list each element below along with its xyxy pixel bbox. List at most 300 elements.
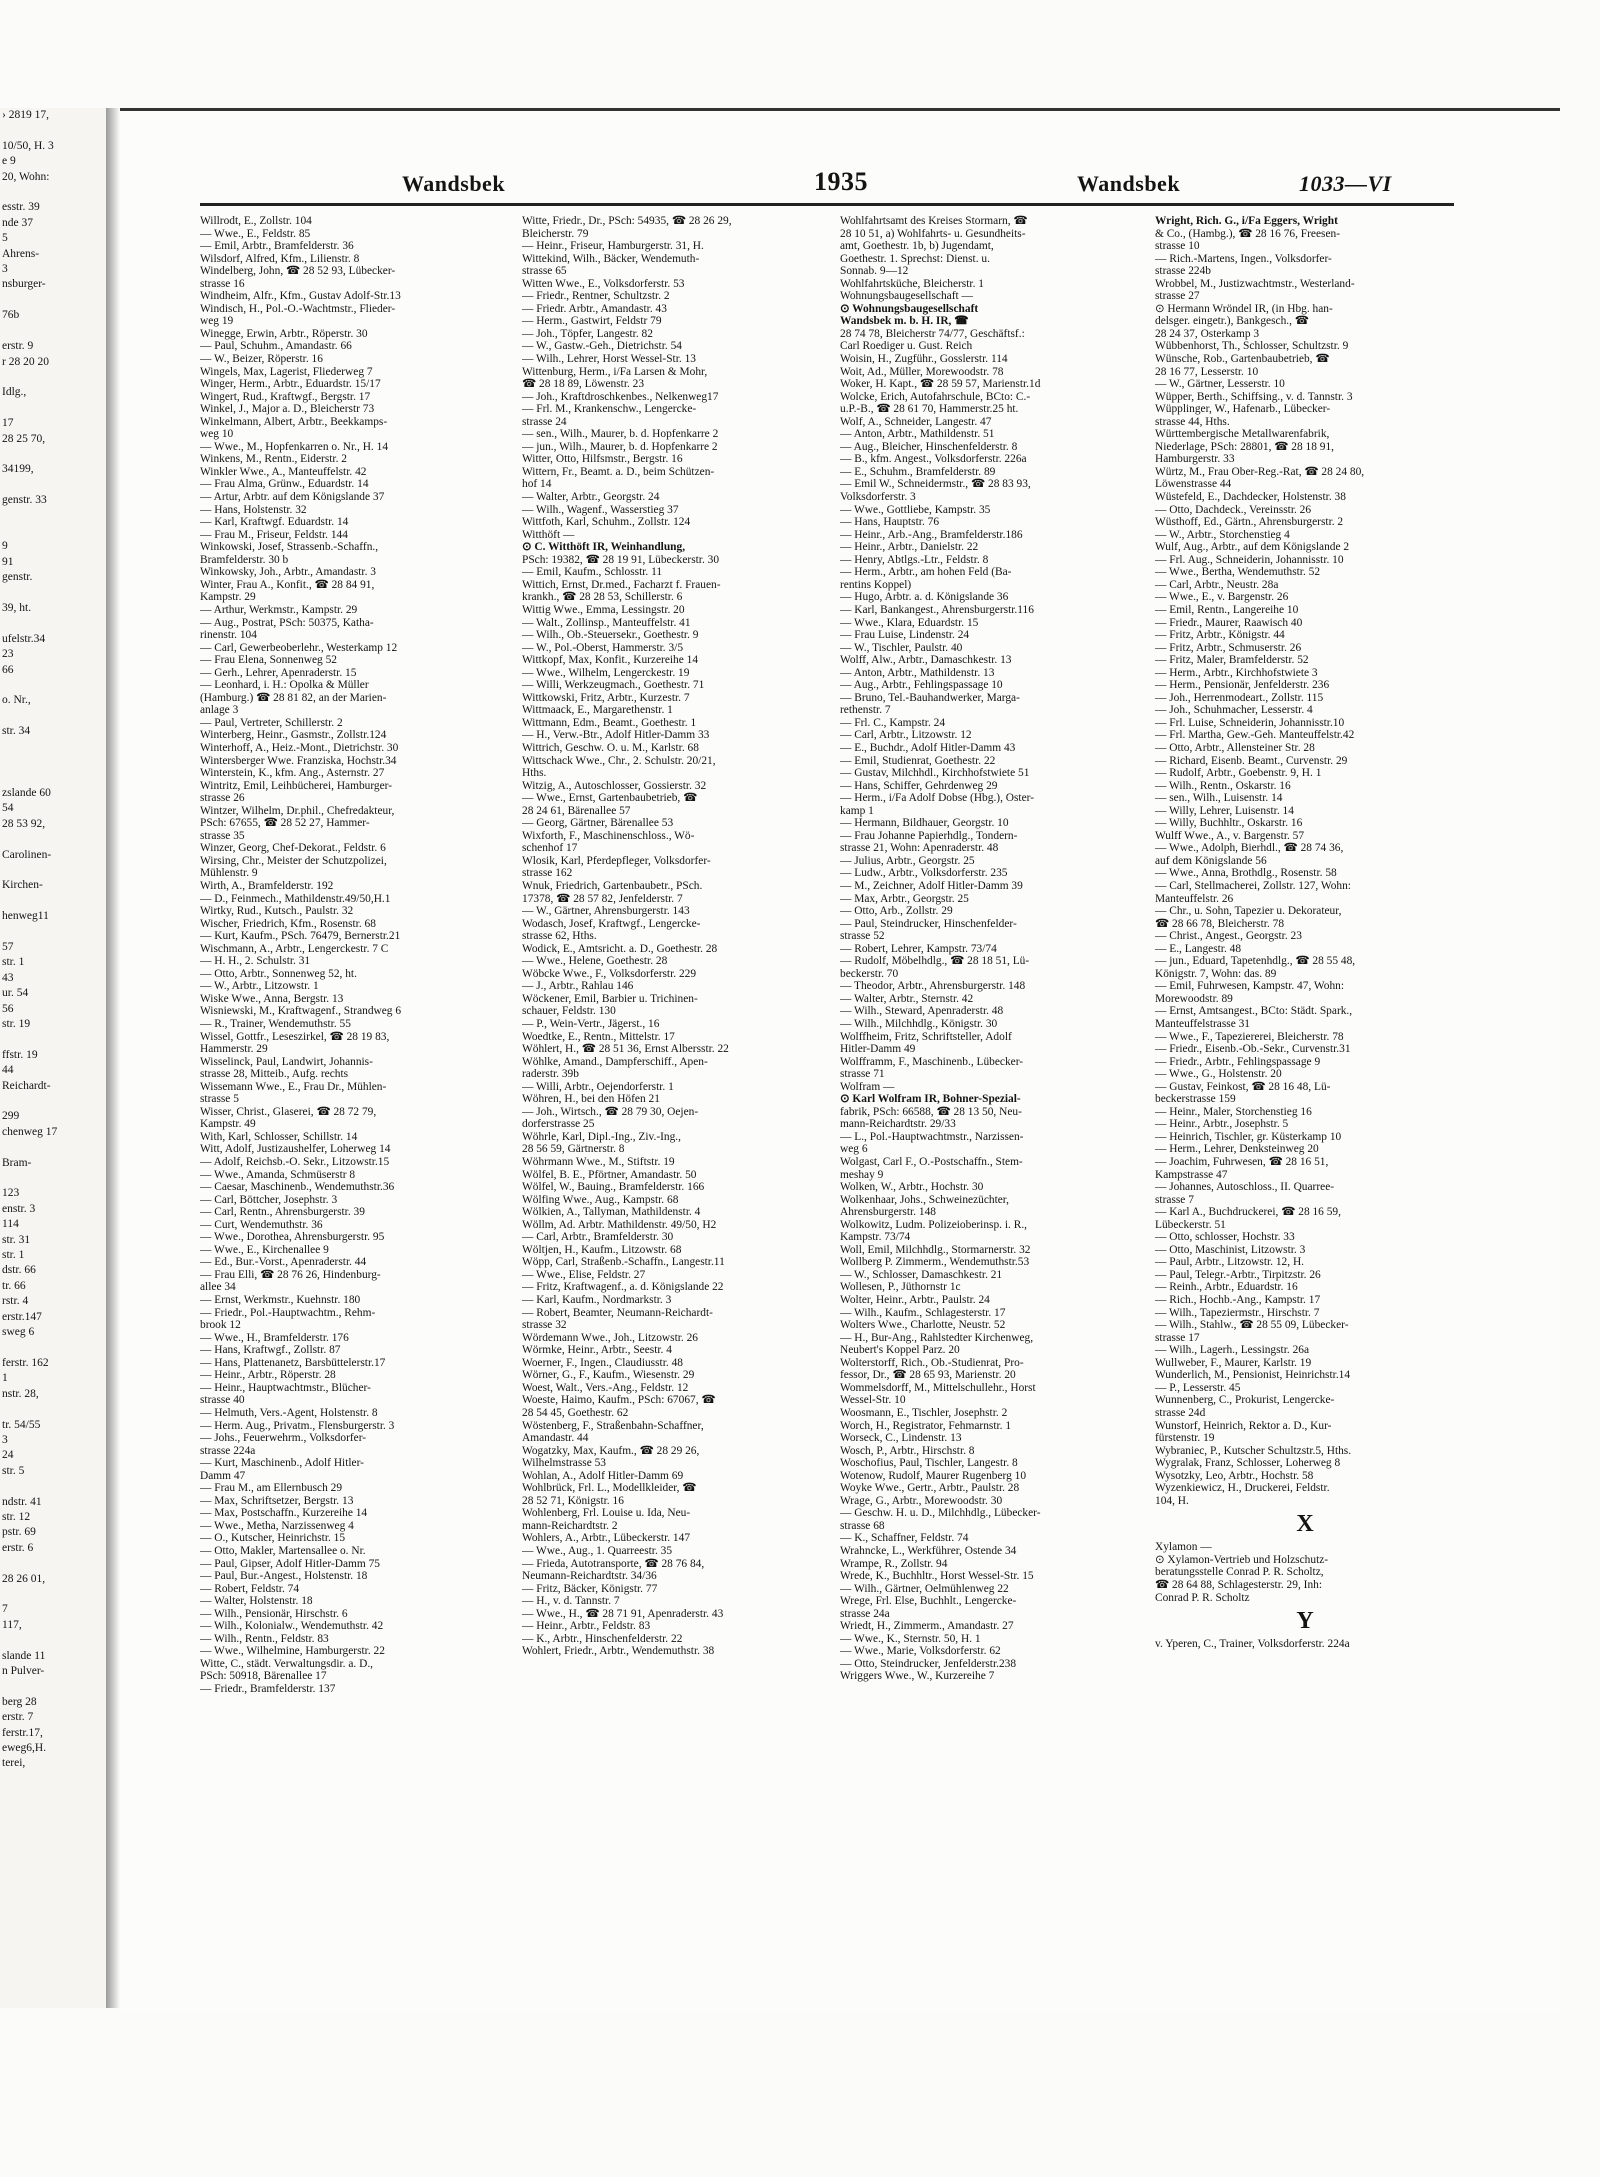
left-page-text: berg 28 — [2, 1695, 37, 1708]
directory-entry: weg 6 — [840, 1143, 868, 1156]
directory-entry: — Herm., Arbtr., Kirchhofstwiete 3 — [1155, 666, 1318, 679]
directory-entry: Wüpper, Berth., Schiffsing., v. d. Tannstr. 3 — [1155, 390, 1353, 403]
directory-entry: — Otto, Arb., Zollstr. 29 — [840, 905, 953, 918]
directory-entry: — Wwe., Klara, Eduardstr. 15 — [840, 616, 979, 629]
directory-entry: Wisniewski, M., Kraftwagenf., Strandweg 6 — [200, 1005, 402, 1018]
directory-column-2 — [522, 215, 810, 1658]
directory-entry: — Joh., Wirtsch., ☎ 28 79 30, Oejen- — [522, 1105, 699, 1118]
directory-entry: — J., Arbtr., Rahlau 146 — [522, 980, 634, 993]
left-page-text: ferstr. 162 — [2, 1356, 49, 1369]
directory-entry: — Wilh., Steward, Apenraderstr. 48 — [840, 1005, 1004, 1018]
directory-entry: — Wilh., Ob.-Steuersekr., Goethestr. 9 — [522, 629, 699, 642]
directory-entry: Löwenstrasse 44 — [1155, 478, 1232, 491]
directory-entry: Wüpplinger, W., Hafenarb., Lübecker- — [1155, 403, 1331, 416]
directory-entry: — Wwe., H., ☎ 28 71 91, Apenraderstr. 43 — [522, 1607, 724, 1620]
directory-entry: Wölfel, B. E., Pförtner, Amandastr. 50 — [522, 1168, 697, 1181]
directory-entry: — Carl, Arbtr., Bramfelderstr. 30 — [522, 1231, 674, 1244]
directory-entry: Woedtke, E., Rentn., Mittelstr. 17 — [522, 1030, 675, 1043]
directory-entry: Woll, Emil, Milchhdlg., Stormarnerstr. 32 — [840, 1243, 1031, 1256]
directory-entry: beckerstr. 70 — [840, 967, 899, 980]
left-page-text: erstr. 6 — [2, 1541, 34, 1554]
directory-entry: — Leonhard, i. H.: Opolka & Müller — [200, 679, 369, 692]
directory-entry: — Hermann, Bildhauer, Georgstr. 10 — [840, 817, 1009, 830]
directory-column-1 — [200, 215, 488, 1696]
directory-entry: strasse 40 — [200, 1394, 245, 1407]
directory-entry: Wilhelmstrasse 53 — [522, 1457, 607, 1470]
directory-entry: — Carl, Rentn., Ahrensburgerstr. 39 — [200, 1206, 365, 1219]
directory-entry: — Georg, Gärtner, Bärenallee 53 — [522, 817, 674, 830]
directory-entry: — Wwe., Aug., 1. Quarreestr. 35 — [522, 1544, 673, 1557]
left-page-text: tr. 54/55 — [2, 1418, 41, 1431]
directory-entry: Witzig, A., Autoschlosser, Gossierstr. 32 — [522, 779, 707, 792]
directory-entry: u.P.-B., ☎ 28 61 70, Hammerstr.25 ht. — [840, 403, 1019, 416]
left-page-text: 39, ht. — [2, 602, 32, 614]
section-letter: X — [1296, 1511, 1314, 1538]
directory-entry: — Chr., u. Sohn, Tapezier u. Dekorateur, — [1155, 905, 1342, 918]
directory-entry: Wittmann, Edm., Beamt., Goethestr. 1 — [522, 716, 697, 729]
left-page-text: 44 — [2, 1064, 14, 1077]
directory-entry: — Paul, Steindrucker, Hinschenfelder- — [840, 917, 1017, 930]
directory-entry: Witten Wwe., E., Volksdorferstr. 53 — [522, 277, 685, 290]
left-page-text — [0, 324, 106, 339]
directory-entry: Witte, Friedr., Dr., PSch: 54935, ☎ 28 26 29, — [522, 215, 732, 227]
directory-entry: — Wilh., Wagenf., Wasserstieg 37 — [522, 503, 679, 516]
page-header — [202, 167, 1456, 201]
directory-column-3 — [840, 215, 1128, 1683]
directory-entry: — Max, Postschaffn., Kurzereihe 14 — [200, 1507, 368, 1520]
directory-entry: Woschofius, Paul, Tischler, Langestr. 8 — [840, 1457, 1018, 1470]
left-page-text — [0, 370, 106, 385]
directory-entry: Wöpp, Carl, Straßenb.-Schaffn., Langestr.11 — [522, 1256, 725, 1269]
directory-entry: Woeste, Haimo, Kaufm., PSch: 67067, ☎ — [522, 1394, 716, 1407]
directory-entry: Winegge, Erwin, Arbtr., Röperstr. 30 — [200, 327, 368, 340]
directory-entry: — H., Bur-Ang., Rahlstedter Kirchenweg, — [840, 1331, 1034, 1344]
left-page-text: 10/50, H. 3 — [2, 139, 54, 152]
directory-entry: — Wwe., Elise, Feldstr. 27 — [522, 1268, 646, 1281]
left-page-text: Carolinen- — [2, 848, 52, 861]
directory-entry: Windisch, H., Pol.-O.-Wachtmstr., Flieder- — [200, 302, 396, 315]
directory-entry: PSch: 19382, ☎ 28 19 91, Lübeckerstr. 30 — [522, 553, 720, 566]
directory-entry: — L., Pol.-Hauptwachtmstr., Narzissen- — [840, 1130, 1024, 1143]
directory-entry: Wosch, P., Arbtr., Hirschstr. 8 — [840, 1444, 975, 1457]
directory-entry: — Wwe., Amanda, Schmüserstr 8 — [200, 1168, 356, 1181]
left-page-text — [0, 447, 106, 462]
directory-entry: — Heinr., Arb.-Ang., Bramfelderstr.186 — [840, 528, 1023, 541]
left-page-text: nsburger- — [2, 278, 46, 291]
left-page-text: esstr. 39 — [2, 201, 40, 214]
directory-entry: — E., Langestr. 48 — [1155, 942, 1242, 955]
directory-entry: strasse 5 — [200, 1093, 239, 1106]
directory-entry: Woker, H. Kapt., ☎ 28 59 57, Marienstr.1d — [840, 378, 1041, 391]
directory-entry: — Max, Arbtr., Georgstr. 25 — [840, 892, 969, 905]
directory-entry: Wogatzky, Max, Kaufm., ☎ 28 29 26, — [522, 1444, 700, 1457]
directory-entry: — Hans, Hauptstr. 76 — [840, 516, 940, 529]
directory-entry: — M., Zeichner, Adolf Hitler-Damm 39 — [840, 879, 1023, 892]
directory-entry: — R., Trainer, Wendemuthstr. 55 — [200, 1018, 351, 1030]
left-page-text: terei, — [2, 1757, 26, 1770]
directory-entry: Wixforth, F., Maschinenschloss., Wö- — [522, 829, 695, 842]
directory-entry: Lübeckerstr. 51 — [1155, 1218, 1226, 1231]
left-page-text: rstr. 4 — [2, 1295, 29, 1308]
left-page-text: 7 — [2, 1603, 8, 1616]
left-page-text — [0, 1587, 106, 1602]
directory-entry: strasse 24a — [840, 1607, 890, 1620]
directory-entry: 28 56 59, Gärtnerstr. 8 — [522, 1143, 625, 1156]
directory-entry: strasse 24 — [522, 415, 567, 428]
directory-entry: — Ludw., Arbtr., Volksdorferstr. 235 — [840, 867, 1008, 880]
directory-entry: Wnuk, Friedrich, Gartenbaubetr., PSch. — [522, 879, 703, 892]
directory-entry: — Wwe., Metha, Narzissenweg 4 — [200, 1519, 354, 1532]
directory-entry: — Otto, Maschinist, Litzowstr. 3 — [1155, 1243, 1306, 1256]
directory-entry: Willrodt, E., Zollstr. 104 — [200, 215, 312, 227]
directory-entry: — Julius, Arbtr., Georgstr. 25 — [840, 854, 975, 867]
directory-entry: ☎ 28 66 78, Bleicherstr. 78 — [1155, 917, 1285, 930]
directory-entry: 104, H. — [1155, 1494, 1189, 1507]
left-page-text: erstr. 9 — [2, 340, 34, 353]
directory-entry: — Wwe., Ernst, Gartenbaubetrieb, ☎ — [522, 792, 698, 805]
directory-entry: — Aug., Postrat, PSch: 50375, Katha- — [200, 616, 374, 629]
directory-entry: Wrobbel, M., Justizwachtmstr., Westerland- — [1155, 277, 1355, 290]
directory-entry: 28 52 71, Königstr. 16 — [522, 1494, 624, 1507]
directory-entry: — Johs., Feuerwehrm., Volksdorfer- — [200, 1432, 367, 1445]
directory-entry: Woyke Wwe., Gertr., Arbtr., Paulstr. 28 — [840, 1482, 1020, 1495]
directory-entry: Wolken, W., Arbtr., Hochstr. 30 — [840, 1181, 984, 1194]
directory-entry: Wittmaack, E., Margarethenstr. 1 — [522, 704, 673, 717]
directory-entry: — E., Schuhm., Bramfelderstr. 89 — [840, 465, 996, 478]
directory-entry: Wöhrmann Wwe., M., Stiftstr. 19 — [522, 1156, 675, 1169]
directory-entry: — Wwe., Dorothea, Ahrensburgerstr. 95 — [200, 1231, 385, 1244]
directory-entry: — Walter, Arbtr., Sternstr. 42 — [840, 992, 974, 1005]
directory-entry: Wullweber, F., Maurer, Karlstr. 19 — [1155, 1356, 1312, 1369]
left-page-text — [0, 755, 106, 770]
left-page-text: str. 1 — [2, 956, 25, 969]
directory-entry: Wölfing Wwe., Aug., Kampstr. 68 — [522, 1193, 679, 1206]
directory-entry: ⊙ Hermann Wröndel IR, (in Hbg. han- — [1155, 302, 1333, 315]
directory-entry: Winkowski, Josef, Strassenb.-Schaffn., — [200, 541, 379, 554]
directory-entry: PSch: 50918, Bärenallee 17 — [200, 1670, 327, 1683]
header-rule — [200, 203, 1454, 206]
directory-entry: — Wwe., M., Hopfenkarren o. Nr., H. 14 — [200, 440, 389, 453]
directory-entry: — Herm., Arbtr., am hohen Feld (Ba- — [840, 566, 1012, 579]
directory-entry: — Paul, Arbtr., Litzowstr. 12, H. — [1155, 1256, 1305, 1269]
directory-entry: Wohlers, A., Arbtr., Lübeckerstr. 147 — [522, 1532, 691, 1545]
directory-entry: — Otto, Arbtr., Sonnenweg 52, ht. — [200, 967, 357, 980]
left-page-text: tr. 66 — [2, 1279, 26, 1292]
left-page-text: str. 5 — [2, 1464, 25, 1477]
directory-entry: Wübbenhorst, Th., Schlosser, Schultzstr. 9 — [1155, 340, 1349, 353]
directory-entry: — Carl, Arbtr., Neustr. 28a — [1155, 578, 1279, 591]
directory-entry: 28 24 37, Osterkamp 3 — [1155, 327, 1260, 340]
directory-entry: — Fritz, Kraftwagenf., a. d. Königslande 22 — [522, 1281, 724, 1294]
directory-entry: Wolkowitz, Ludm. Polizeioberinsp. i. R., — [840, 1218, 1028, 1231]
directory-entry: Wommelsdorff, M., Mittelschullehr., Horst — [840, 1381, 1036, 1394]
directory-entry: — Wilh., Pensionär, Hirschstr. 6 — [200, 1607, 348, 1620]
directory-entry: — Hans, Kraftwgf., Zollstr. 87 — [200, 1344, 341, 1357]
directory-entry: — Hans, Plattenanetz, Barsbüttelerstr.17 — [200, 1356, 386, 1369]
directory-entry: — W., Tischler, Paulstr. 40 — [840, 641, 963, 654]
directory-entry: — Herm. Aug., Privatm., Flensburgerstr. 3 — [200, 1419, 395, 1432]
directory-entry: fürstenstr. 19 — [1155, 1432, 1215, 1445]
directory-entry: Wölkien, A., Tallyman, Mathildenstr. 4 — [522, 1206, 701, 1219]
left-page-text — [0, 401, 106, 416]
directory-entry: Wolter, Heinr., Arbtr., Paulstr. 24 — [840, 1294, 990, 1307]
left-page-text — [0, 894, 106, 909]
directory-entry: Wohlert, Friedr., Arbtr., Wendemuthstr. 38 — [522, 1645, 715, 1658]
left-page-text — [0, 524, 106, 539]
directory-entry: Morewoodstr. 89 — [1155, 992, 1233, 1005]
directory-entry: kamp 1 — [840, 804, 874, 817]
directory-entry: Wulf, Aug., Arbtr., auf dem Königslande 2 — [1155, 541, 1350, 554]
left-page-text — [0, 293, 106, 308]
directory-entry: — Carl, Stellmacherei, Zollstr. 127, Wohn: — [1155, 879, 1351, 892]
directory-entry: hof 14 — [522, 478, 552, 491]
directory-entry: — Fritz, Bäcker, Königstr. 77 — [522, 1582, 658, 1595]
directory-entry: — Friedr., Pol.-Hauptwachtm., Rehm- — [200, 1306, 376, 1319]
directory-entry: ☎ 28 64 88, Schlagesterstr. 29, Inh: — [1155, 1578, 1322, 1591]
directory-entry: — Wilh., Kaufm., Schlagesterstr. 17 — [840, 1306, 1006, 1319]
directory-entry: 28 54 45, Goethestr. 62 — [522, 1406, 629, 1419]
left-page-text: n Pulver- — [2, 1665, 45, 1678]
directory-entry: Woosmann, E., Tischler, Josephstr. 2 — [840, 1406, 1008, 1419]
directory-entry: — Otto, Steindrucker, Jenfelderstr.238 — [840, 1657, 1017, 1670]
directory-entry: — Wwe., G., Holstenstr. 20 — [1155, 1068, 1282, 1081]
directory-entry: — Herm., Lehrer, Denksteinweg 20 — [1155, 1143, 1319, 1156]
directory-entry: Wrege, Frl. Else, Buchhlt., Lengercke- — [840, 1595, 1017, 1608]
left-page-text — [0, 478, 106, 493]
directory-entry: — Anton, Arbtr., Mathildenstr. 51 — [840, 428, 995, 441]
left-page-text: 28 25 70, — [2, 432, 46, 445]
directory-entry: Conrad P. R. Scholtz — [1155, 1591, 1250, 1604]
directory-entry: — sen., Wilh., Luisenstr. 14 — [1155, 792, 1283, 805]
directory-entry: — Otto, Dachdeck., Vereinsstr. 26 — [1155, 503, 1312, 516]
directory-entry: — Frau Elli, ☎ 28 76 26, Hindenburg- — [200, 1268, 381, 1281]
directory-entry: Winkens, M., Rentn., Eiderstr. 2 — [200, 453, 347, 466]
directory-entry: 28 10 51, a) Wohlfahrts- u. Gesundheits- — [840, 227, 1026, 240]
directory-entry: Windheim, Alfr., Kfm., Gustav Adolf-Str.13 — [200, 290, 401, 303]
directory-entry: — Frau Alma, Grünw., Eduardstr. 14 — [200, 478, 369, 491]
directory-entry: anlage 3 — [200, 704, 239, 717]
directory-entry: — Gustav, Feinkost, ☎ 28 16 48, Lü- — [1155, 1080, 1331, 1093]
left-page-text: genstr. — [2, 571, 33, 584]
directory-entry: — Wilh., Milchhdlg., Königstr. 30 — [840, 1018, 998, 1030]
directory-entry: Wolf, A., Schneider, Langestr. 47 — [840, 415, 992, 428]
directory-entry: Woerner, F., Ingen., Claudiusstr. 48 — [522, 1356, 683, 1369]
directory-entry: Wintzer, Wilhelm, Dr.phil., Chefredakteur, — [200, 804, 395, 817]
directory-entry: Wolterstorff, Rich., Ob.-Studienrat, Pro- — [840, 1356, 1024, 1369]
directory-entry: — Carl, Gewerbeoberlehr., Westerkamp 12 — [200, 641, 398, 654]
directory-entry: Wandsbek m. b. H. IR, ☎ — [840, 315, 969, 328]
directory-entry: — D., Feinmech., Mathildenstr.49/50,H.1 — [200, 892, 391, 905]
directory-entry: — Frl. Martha, Gew.-Geh. Manteuffelstr.42 — [1155, 729, 1355, 742]
directory-entry: — Emil W., Schneidermstr., ☎ 28 83 93, — [840, 478, 1031, 491]
directory-entry: Wischmann, A., Arbtr., Lengerckestr. 7 C — [200, 942, 389, 955]
directory-entry: auf dem Königslande 56 — [1155, 854, 1267, 867]
directory-entry: — W., Schlosser, Damaschkestr. 21 — [840, 1268, 1003, 1281]
left-page-text: 123 — [2, 1187, 20, 1200]
directory-entry: — Robert, Beamter, Neumann-Reichardt- — [522, 1306, 713, 1319]
directory-entry: Wittschack Wwe., Chr., 2. Schulstr. 20/21, — [522, 754, 716, 767]
directory-entry: — Paul, Telegr.-Arbtr., Tirpitzstr. 26 — [1155, 1268, 1321, 1281]
directory-entry: Wybraniec, P., Kutscher Schultzstr.5, Hths. — [1155, 1444, 1352, 1457]
directory-entry: — H., v. d. Tannstr. 7 — [522, 1595, 620, 1608]
directory-entry: — Wwe., Gottliebe, Kampstr. 35 — [840, 503, 991, 516]
left-page-text: ferstr.17, — [2, 1726, 43, 1739]
directory-entry: — P., Lesserstr. 45 — [1155, 1381, 1241, 1394]
directory-entry: — Wwe., Wilhelmine, Hamburgerstr. 22 — [200, 1645, 385, 1658]
left-page-text: r 28 20 20 — [2, 355, 49, 368]
directory-entry: — Wilh., Gärtner, Oelmühlenweg 22 — [840, 1582, 1009, 1595]
directory-entry: — Emil, Rentn., Langereihe 10 — [1155, 603, 1299, 616]
directory-entry: — Joh., Schuhmacher, Lesserstr. 4 — [1155, 704, 1313, 717]
directory-entry: — W., Arbtr., Litzowstr. 1 — [200, 980, 319, 993]
directory-entry: strasse 68 — [840, 1519, 885, 1532]
directory-entry: — Frau M., Friseur, Feldstr. 144 — [200, 528, 348, 541]
directory-entry: — Heinr., Arbtr., Feldstr. 83 — [522, 1620, 651, 1633]
left-page-text — [0, 1633, 106, 1648]
left-page-text: e 9 — [2, 155, 16, 168]
directory-entry: — Otto, schlosser, Hochstr. 33 — [1155, 1231, 1295, 1244]
directory-entry: — Emil, Fuhrwesen, Kampstr. 47, Wohn: — [1155, 980, 1345, 993]
directory-entry: strasse 16 — [200, 277, 245, 290]
directory-entry: Wintritz, Emil, Leihbücherei, Hamburger- — [200, 779, 393, 792]
directory-entry: — Wwe., Marie, Volksdorferstr. 62 — [840, 1645, 1001, 1658]
directory-entry: Winkel, J., Major a. D., Bleicherstr 73 — [200, 403, 375, 416]
directory-entry: — Wilh., Tapeziermstr., Hirschstr. 7 — [1155, 1306, 1320, 1319]
directory-entry: Wiske Wwe., Anna, Bergstr. 13 — [200, 992, 344, 1005]
directory-entry: — Fritz, Arbtr., Schmuserstr. 26 — [1155, 641, 1302, 654]
directory-entry: Wohlenberg, Frl. Louise u. Ida, Neu- — [522, 1507, 691, 1520]
directory-entry: — Richard, Eisenb. Beamt., Curvenstr. 29 — [1155, 754, 1348, 767]
directory-entry: — W., Beizer, Röperstr. 16 — [200, 353, 323, 366]
directory-entry: delsger. eingetr.), Bankgesch., ☎ — [1155, 315, 1310, 328]
header-place-left: Wandsbek — [402, 171, 506, 196]
directory-entry: — Ernst, Amtsangest., BCto: Städt. Spark., — [1155, 1005, 1353, 1018]
directory-entry: schenhof 17 — [522, 842, 578, 855]
directory-entry: — Wilh., Kolonialw., Wendemuthstr. 42 — [200, 1620, 384, 1633]
directory-entry: — Wwe., H., Bramfelderstr. 176 — [200, 1331, 349, 1344]
directory-entry: schauer, Feldstr. 130 — [522, 1005, 616, 1018]
directory-entry: Volksdorferstr. 3 — [840, 491, 916, 504]
directory-entry: — E., Buchdr., Adolf Hitler-Damm 43 — [840, 741, 1016, 754]
left-page-text: str. 19 — [2, 1017, 31, 1030]
directory-entry: — Robert, Lehrer, Kampstr. 73/74 — [840, 942, 997, 955]
directory-entry: Wunnenberg, C., Prokurist, Lengercke- — [1155, 1394, 1335, 1407]
directory-entry: Wolff, Alw., Arbtr., Damaschkestr. 13 — [840, 654, 1012, 667]
directory-entry: Wrage, G., Arbtr., Morewoodstr. 30 — [840, 1494, 1003, 1507]
directory-entry: — Walter, Holstenstr. 18 — [200, 1595, 313, 1608]
directory-entry: — Heinr., Arbtr., Danielstr. 22 — [840, 541, 979, 554]
directory-entry: — H. H., 2. Schulstr. 31 — [200, 955, 311, 968]
directory-entry: — Otto, Makler, Martensallee o. Nr. — [200, 1544, 366, 1557]
directory-entry: Damm 47 — [200, 1469, 246, 1482]
directory-entry: — Frl. C., Kampstr. 24 — [840, 716, 946, 729]
left-page-text: str. 12 — [2, 1510, 31, 1523]
book-gutter — [106, 108, 120, 2008]
directory-entry: Wisser, Christ., Glaserei, ☎ 28 72 79, — [200, 1105, 377, 1118]
directory-entry: — Karl, Bankangest., Ahrensburgerstr.116 — [840, 603, 1034, 616]
directory-entry: — Paul, Bur.-Angest., Holstenstr. 18 — [200, 1570, 368, 1583]
directory-entry: Wolfframm, F., Maschinenb., Lübecker- — [840, 1055, 1024, 1068]
directory-entry: Wohnungsbaugesellschaft — — [840, 290, 973, 303]
header-page-number: 1033—VI — [1299, 171, 1392, 196]
left-page-text: o. Nr., — [2, 694, 31, 707]
left-page-text: erstr. 7 — [2, 1711, 34, 1724]
directory-entry: Wriedt, H., Zimmerm., Amandastr. 27 — [840, 1620, 1014, 1633]
directory-entry: Hitler-Damm 49 — [840, 1043, 916, 1056]
left-page-text: eweg6,H. — [2, 1742, 47, 1755]
left-page-text — [0, 770, 106, 785]
left-page-text: 20, Wohn: — [2, 170, 50, 183]
directory-entry: 28 74 78, Bleicherstr 74/77, Geschäftsf.: — [840, 327, 1025, 340]
directory-entry: ⊙ C. Witthöft IR, Weinhandlung, — [522, 541, 686, 554]
directory-entry: Wrede, K., Buchhltr., Horst Wessel-Str. 15 — [840, 1570, 1034, 1583]
left-page-text — [0, 616, 106, 631]
directory-entry: — Emil, Kaufm., Schlosstr. 11 — [522, 566, 663, 579]
directory-entry: strasse 17 — [1155, 1331, 1200, 1344]
directory-entry: — Gustav, Milchhdl., Kirchhofstwiete 51 — [840, 767, 1030, 780]
directory-entry: — Hans, Schiffer, Gehrdenweg 29 — [840, 779, 998, 792]
directory-entry: — Willi, Arbtr., Oejendorferstr. 1 — [522, 1080, 674, 1093]
left-page-text: nde 37 — [2, 216, 33, 229]
directory-entry: — Gerh., Lehrer, Apenraderstr. 15 — [200, 666, 357, 679]
directory-entry: — Paul, Schuhm., Amandastr. 66 — [200, 340, 352, 353]
directory-entry: Wöhren, H., bei den Höfen 21 — [522, 1093, 660, 1106]
directory-entry: PSch: 67655, ☎ 28 52 27, Hammer- — [200, 817, 370, 830]
left-page-text: str. 31 — [2, 1233, 31, 1246]
directory-entry: Wöbcke Wwe., F., Volksdorferstr. 229 — [522, 967, 697, 980]
directory-entry: — Artur, Arbtr. auf dem Königslande 37 — [200, 491, 385, 504]
directory-entry: Wöhlke, Amand., Dampferschiff., Apen- — [522, 1055, 708, 1068]
directory-entry: — Wwe., E., Feldstr. 85 — [200, 227, 311, 240]
directory-entry: Neumann-Reichardtstr. 34/36 — [522, 1570, 657, 1583]
directory-entry: — Fritz, Maler, Bramfelderstr. 52 — [1155, 654, 1309, 667]
directory-entry: Windelberg, John, ☎ 28 52 93, Lübecker- — [200, 265, 396, 278]
directory-entry: Wlosik, Karl, Pferdepfleger, Volksdorfer- — [522, 854, 711, 867]
directory-entry: (Hamburg.) ☎ 28 81 82, an der Marien- — [200, 691, 387, 704]
left-page-text — [0, 123, 106, 138]
directory-entry: — jun., Wilh., Maurer, b. d. Hopfenkarre 2 — [522, 440, 718, 453]
directory-entry: Witte, C., städt. Verwaltungsdir. a. D., — [200, 1657, 374, 1670]
directory-entry: strasse 26 — [200, 792, 245, 805]
directory-entry: — Kurt, Kaufm., PSch. 76479, Bernerstr.21 — [200, 930, 401, 943]
directory-entry: Wittfoth, Karl, Schuhm., Zollstr. 124 — [522, 516, 691, 529]
directory-entry: — Wilh., Rentn., Feldstr. 83 — [200, 1632, 329, 1645]
directory-entry: rethenstr. 7 — [840, 704, 891, 717]
directory-entry: — Otto, Arbtr., Allensteiner Str. 28 — [1155, 741, 1315, 754]
left-page-text: 9 — [2, 540, 8, 553]
directory-entry: Wittenburg, Herm., i/Fa Larsen & Mohr, — [522, 365, 708, 378]
left-page-text: chenweg 17 — [2, 1125, 58, 1138]
directory-entry: — Friedr., Maurer, Raawisch 40 — [1155, 616, 1303, 629]
directory-entry: — Wwe., K., Sternstr. 50, H. 1 — [840, 1632, 981, 1645]
directory-entry: — Frau M., am Ellernbusch 29 — [200, 1482, 343, 1495]
directory-entry: Wölfel, W., Bauing., Bramfelderstr. 166 — [522, 1181, 705, 1194]
directory-entry: — O., Kutscher, Heinrichstr. 15 — [200, 1532, 346, 1545]
left-page-text: enstr. 3 — [2, 1202, 36, 1215]
directory-entry: — Wwe., Bertha, Wendemuthstr. 52 — [1155, 566, 1321, 579]
directory-entry: Worseck, C., Lindenstr. 13 — [840, 1432, 962, 1445]
directory-entry: weg 19 — [200, 315, 234, 328]
directory-entry: strasse 162 — [522, 867, 573, 880]
directory-entry: Wöhlert, H., ☎ 28 51 36, Ernst Albersstr. 22 — [522, 1043, 729, 1056]
directory-entry: — Wwe., E., Kirchenallee 9 — [200, 1243, 329, 1256]
directory-entry: fessor, Dr., ☎ 28 65 93, Marienstr. 20 — [840, 1369, 1016, 1382]
directory-entry: Manteuffelstr. 26 — [1155, 892, 1234, 905]
directory-entry: Wittrich, Geschw. O. u. M., Karlstr. 68 — [522, 741, 699, 754]
left-page-text: 28 26 01, — [2, 1572, 46, 1585]
directory-entry: Hammerstr. 29 — [200, 1043, 268, 1056]
directory-entry: With, Karl, Schlosser, Schillstr. 14 — [200, 1130, 358, 1143]
